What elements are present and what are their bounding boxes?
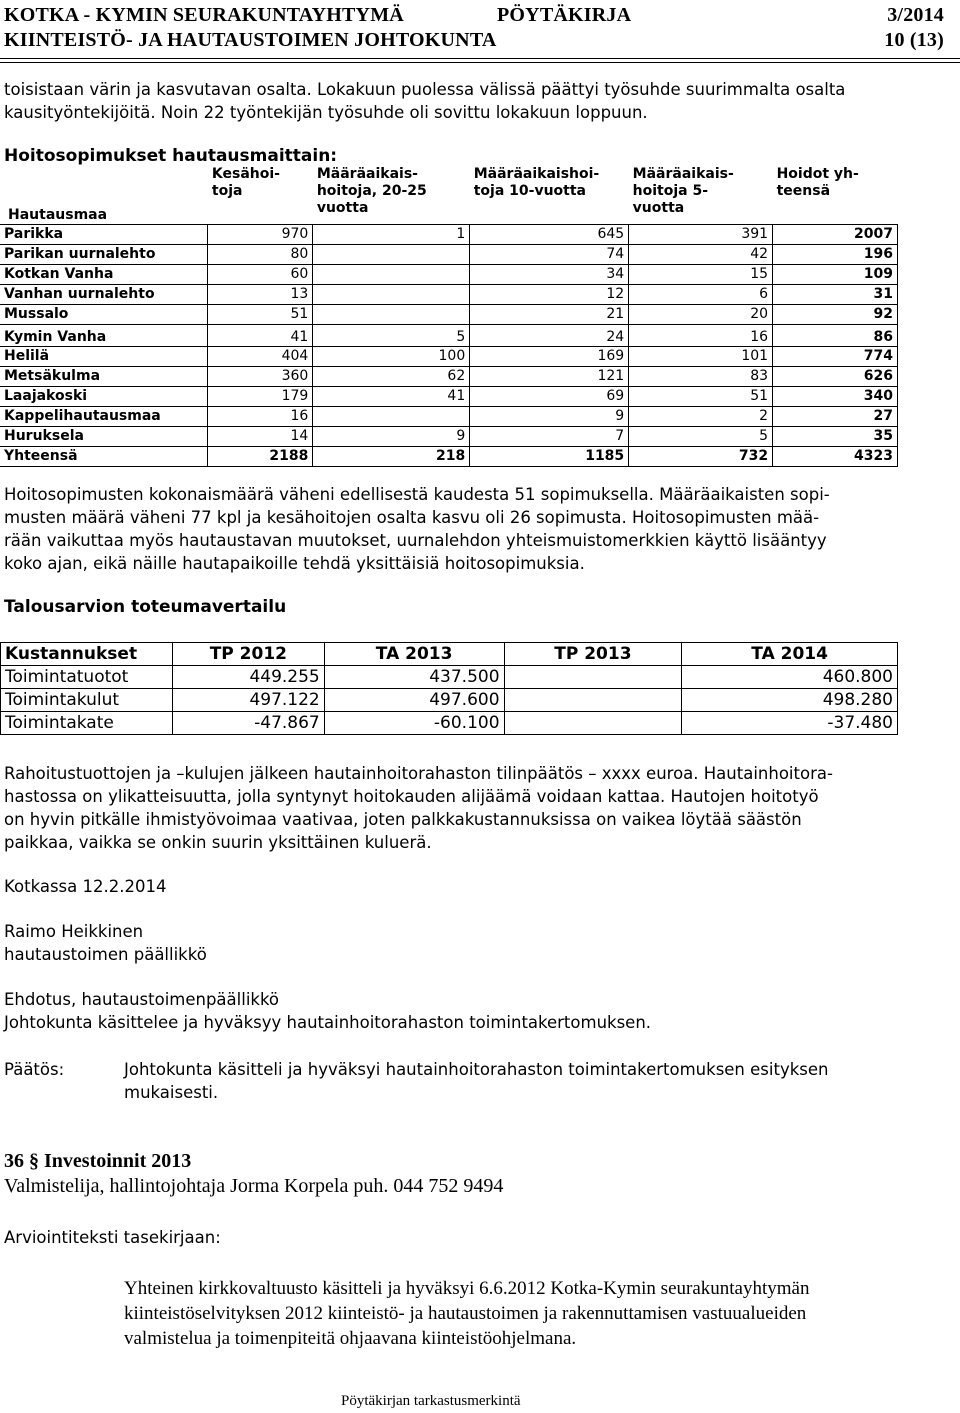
col-fixed-5-line-3: vuotta [632, 200, 685, 216]
assessment-line-3: valmistelua ja toimenpiteitä ohjaavana kiinteistöohjelmana. [124, 1328, 577, 1349]
signatory-title: hautaustoimen päällikkö [4, 945, 207, 964]
decision-label: Päätös: [4, 1060, 65, 1079]
cell-name: Kappelihautausmaa [0, 406, 208, 426]
cell-y10: 12 [470, 284, 629, 304]
col-summer-line-1: Kesähoi- [211, 166, 280, 182]
cell-summer: 41 [208, 324, 313, 346]
footer-note: Pöytäkirjan tarkastusmerkintä [341, 1393, 521, 1409]
cell-y20 [313, 284, 470, 304]
cell-total: 626 [773, 366, 898, 386]
document-type: PÖYTÄKIRJA [497, 4, 632, 26]
proposal-line-2: Johtokunta käsittelee ja hyväksyy hautainhoitorahaston toimintakertomuksen. [4, 1013, 652, 1032]
table-row [0, 244, 898, 264]
cell-y10: 34 [470, 264, 629, 284]
contracts-paragraph [4, 483, 960, 575]
cell-total: 196 [773, 244, 898, 264]
table-row [0, 324, 898, 346]
cell-y10: 121 [470, 366, 629, 386]
cell-total: 35 [773, 426, 898, 446]
cell-total: 27 [773, 406, 898, 426]
section-preparer: Valmistelija, hallintojohtaja Jorma Korpela puh. 044 752 9494 [4, 1175, 504, 1197]
col-fixed-5-line-2: hoitoja 5- [632, 183, 709, 199]
assessment-label: Arviointiteksti tasekirjaan: [4, 1228, 221, 1247]
financing-paragraph [4, 762, 960, 854]
cell-y10: 645 [470, 224, 629, 244]
budget-tp2012: 449.255 [172, 666, 324, 689]
header-rule-top [0, 58, 960, 59]
cell-name: Yhteensä [0, 446, 208, 466]
budget-col-costs: Kustannukset [1, 643, 173, 666]
contracts-line-3: rään vaikuttaa myös hautaustavan muutokset, uurnalehdon yhteismuistomerkkien käyttö lisääntyy [4, 531, 827, 550]
contracts-table [0, 166, 898, 467]
cell-y10: 24 [470, 324, 629, 346]
col-fixed-10-line-2: toja 10-vuotta [473, 183, 587, 199]
cell-total: 340 [773, 386, 898, 406]
cell-total: 2007 [773, 224, 898, 244]
organization-name: KOTKA - KYMIN SEURAKUNTAYHTYMÄ [4, 4, 404, 26]
cell-name: Huruksela [0, 426, 208, 446]
budget-col-ta2013: TA 2013 [324, 643, 504, 666]
budget-header-row [1, 643, 898, 666]
table-row [1, 712, 898, 735]
cell-y5: 15 [629, 264, 773, 284]
table-row [0, 386, 898, 406]
col-total-line-1: Hoidot yh- [776, 166, 859, 182]
cell-y5: 83 [629, 366, 773, 386]
cell-total: 86 [773, 324, 898, 346]
cell-name: Mussalo [0, 304, 208, 324]
cell-name: Parikka [0, 224, 208, 244]
cell-y20: 41 [313, 386, 470, 406]
col-total [773, 166, 898, 224]
cell-name: Kotkan Vanha [0, 264, 208, 284]
cell-y10: 21 [470, 304, 629, 324]
cell-summer: 60 [208, 264, 313, 284]
intro-line-1: toisistaan värin ja kasvutavan osalta. Lokakuun puolessa välissä päättyi työsuhde suurimmalta osalta [4, 80, 846, 99]
contracts-line-1: Hoitosopimusten kokonaismäärä väheni edellisestä kaudesta 51 sopimuksella. Määräaikaisten sopi- [4, 485, 830, 504]
cell-total: 4323 [773, 446, 898, 466]
cell-y20 [313, 264, 470, 284]
cell-summer: 179 [208, 386, 313, 406]
budget-ta2013: 437.500 [324, 666, 504, 689]
cell-y20 [313, 304, 470, 324]
cell-summer: 404 [208, 346, 313, 366]
cell-y10: 169 [470, 346, 629, 366]
cell-y10: 9 [470, 406, 629, 426]
cell-summer: 14 [208, 426, 313, 446]
cell-y10: 74 [470, 244, 629, 264]
assessment-text [124, 1276, 809, 1351]
col-summer [208, 166, 313, 224]
col-fixed-20-line-3: vuotta [316, 200, 369, 216]
col-fixed-20 [313, 166, 470, 224]
cell-total: 109 [773, 264, 898, 284]
cell-y5: 20 [629, 304, 773, 324]
col-total-line-2: teensä [776, 183, 831, 199]
budget-label: Toimintakulut [1, 689, 173, 712]
financing-line-1: Rahoitustuottojen ja –kulujen jälkeen hautainhoitorahaston tilinpäätös – xxxx euroa. Hautainhoitora- [4, 764, 833, 783]
budget-table [0, 642, 898, 735]
assessment-line-1: Yhteinen kirkkovaltuusto käsitteli ja hyväksyi 6.6.2012 Kotka-Kymin seurakuntayhtymän [124, 1278, 810, 1299]
cell-summer: 360 [208, 366, 313, 386]
cell-summer: 16 [208, 406, 313, 426]
budget-heading: Talousarvion toteumavertailu [4, 597, 287, 617]
section-title: 36 § Investoinnit 2013 [4, 1150, 192, 1172]
cell-total: 774 [773, 346, 898, 366]
col-summer-line-2: toja [211, 183, 243, 199]
cell-name: Helilä [0, 346, 208, 366]
table-row [0, 264, 898, 284]
cell-y5: 391 [629, 224, 773, 244]
cell-y20: 5 [313, 324, 470, 346]
cell-y20: 100 [313, 346, 470, 366]
cell-y5: 6 [629, 284, 773, 304]
financing-line-2: hastossa on ylikatteisuutta, jolla syntynyt hoitokauden alijäämä voidaan kattaa. Hautojen hoitotyö [4, 787, 819, 806]
cell-y20: 9 [313, 426, 470, 446]
budget-col-ta2014: TA 2014 [682, 643, 898, 666]
col-fixed-5-line-1: Määräaikais- [632, 166, 734, 182]
table-row [1, 666, 898, 689]
cell-summer: 970 [208, 224, 313, 244]
budget-label: Toimintatuotot [1, 666, 173, 689]
intro-paragraph [4, 78, 960, 124]
decision-line-1: Johtokunta käsitteli ja hyväksyi hautainhoitorahaston toimintakertomuksen esityksen [124, 1060, 829, 1079]
cell-y20 [313, 406, 470, 426]
cell-summer: 2188 [208, 446, 313, 466]
cell-total: 92 [773, 304, 898, 324]
board-name: KIINTEISTÖ- JA HAUTAUSTOIMEN JOHTOKUNTA [4, 29, 497, 51]
cell-y5: 51 [629, 386, 773, 406]
budget-tp2012: 497.122 [172, 689, 324, 712]
cell-name: Parikan uurnalehto [0, 244, 208, 264]
proposal-line-1: Ehdotus, hautaustoimenpäällikkö [4, 990, 280, 1009]
cell-y10: 7 [470, 426, 629, 446]
contracts-line-4: koko ajan, eikä näille hautapaikoille tehdä yksittäisiä hoitosopimuksia. [4, 554, 585, 573]
cell-name: Laajakoski [0, 386, 208, 406]
financing-line-3: on hyvin pitkälle ihmistyövoimaa vaativaa, joten palkkakustannuksissa on vaikea löytää säästön [4, 810, 802, 829]
table-row [0, 366, 898, 386]
cell-summer: 51 [208, 304, 313, 324]
cell-y20: 1 [313, 224, 470, 244]
budget-tp2013 [504, 666, 682, 689]
col-fixed-20-line-1: Määräaikais- [316, 166, 418, 182]
col-fixed-10-line-1: Määräaikaishoi- [473, 166, 600, 182]
decision-line-2: mukaisesti. [124, 1083, 219, 1102]
col-cemetery-label: Hautausmaa [8, 206, 108, 223]
col-fixed-10 [470, 166, 629, 224]
cell-name: Kymin Vanha [0, 324, 208, 346]
intro-line-2: kausityöntekijöitä. Noin 22 työntekijän työsuhde oli sovittu lokakuun loppuun. [4, 103, 648, 122]
budget-ta2013: -60.100 [324, 712, 504, 735]
header-rule-bottom [0, 62, 960, 63]
col-cemetery [0, 166, 208, 224]
cell-summer: 80 [208, 244, 313, 264]
cell-y20: 62 [313, 366, 470, 386]
table-row [1, 689, 898, 712]
table-row [0, 284, 898, 304]
page-number: 10 (13) [884, 29, 944, 51]
financing-line-4: paikkaa, vaikka se onkin suurin yksittäinen kuluerä. [4, 833, 432, 852]
cell-y10: 69 [470, 386, 629, 406]
budget-ta2014: -37.480 [682, 712, 898, 735]
cell-y20 [313, 244, 470, 264]
cell-y5: 42 [629, 244, 773, 264]
cell-total: 31 [773, 284, 898, 304]
col-fixed-5 [629, 166, 773, 224]
cell-y5: 101 [629, 346, 773, 366]
cell-y10: 1185 [470, 446, 629, 466]
table-row [0, 224, 898, 244]
contracts-heading: Hoitosopimukset hautausmaittain: [4, 146, 338, 166]
place-date: Kotkassa 12.2.2014 [4, 877, 167, 896]
cell-name: Vanhan uurnalehto [0, 284, 208, 304]
table-row [0, 406, 898, 426]
col-fixed-20-line-2: hoitoja, 20-25 [316, 183, 427, 199]
budget-label: Toimintakate [1, 712, 173, 735]
cell-name: Metsäkulma [0, 366, 208, 386]
budget-ta2014: 460.800 [682, 666, 898, 689]
cell-y20: 218 [313, 446, 470, 466]
budget-ta2014: 498.280 [682, 689, 898, 712]
table-row-total [0, 446, 898, 466]
table-row [0, 346, 898, 366]
cell-y5: 16 [629, 324, 773, 346]
cell-summer: 13 [208, 284, 313, 304]
cell-y5: 2 [629, 406, 773, 426]
cell-y5: 732 [629, 446, 773, 466]
cell-y5: 5 [629, 426, 773, 446]
budget-col-tp2012: TP 2012 [172, 643, 324, 666]
budget-col-tp2013: TP 2013 [504, 643, 682, 666]
table-row [0, 426, 898, 446]
contracts-line-2: musten määrä väheni 77 kpl ja kesähoitojen osalta kasvu oli 26 sopimusta. Hoitosopimusten mää- [4, 508, 820, 527]
assessment-line-2: kiinteistöselvityksen 2012 kiinteistö- ja hautaustoimen ja rakennuttamisen vastuualueiden [124, 1303, 807, 1324]
document-number: 3/2014 [887, 4, 944, 26]
table-row [0, 304, 898, 324]
budget-tp2012: -47.867 [172, 712, 324, 735]
signatory-name: Raimo Heikkinen [4, 922, 144, 941]
budget-ta2013: 497.600 [324, 689, 504, 712]
budget-tp2013 [504, 689, 682, 712]
budget-tp2013 [504, 712, 682, 735]
